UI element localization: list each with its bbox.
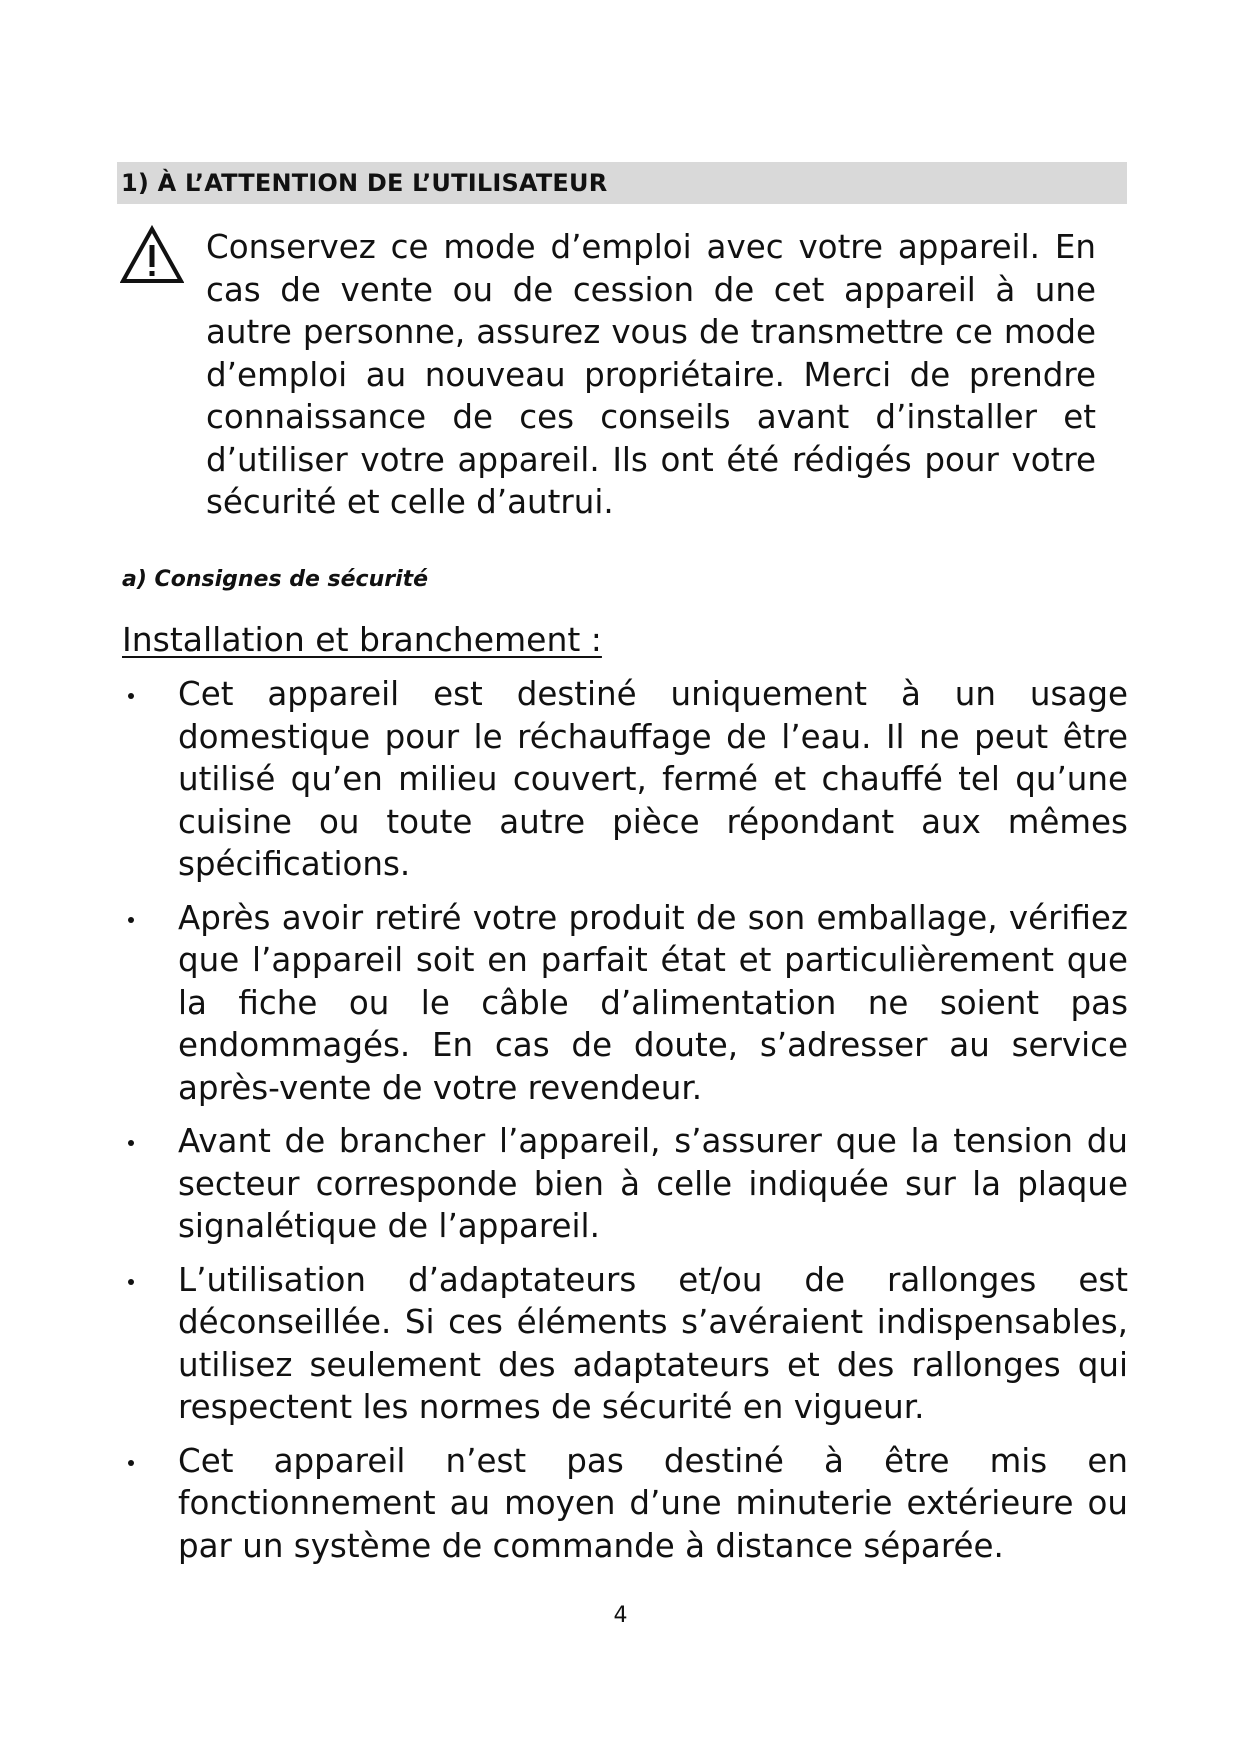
bullet-icon: [128, 1460, 134, 1466]
list-item: [122, 673, 1128, 886]
bullet-icon: [128, 1279, 134, 1285]
list-item: [122, 897, 1128, 1110]
intro-paragraph: Conservez ce mode d’emploi avec votre appareil. En cas de vente ou de cession de cet appareil à une autre personne, assurez vous de transmettre ce mode d’emploi au nouveau propriétaire. Merci de prendre connaissance de ces conseils avant d’installer et d’utiliser votre appareil. Ils ont été rédigés pour votre sécurité et celle d’autrui.: [206, 228, 1096, 521]
list-item-text: L’utilisation d’adaptateurs et/ou de rallonges est déconseillée. Si ces éléments s’avéraient indispensables, utilisez seulement des adaptateurs et des rallonges qui respectent les normes de sécurité en vigueur.: [178, 1260, 1128, 1426]
list-item-text: Cet appareil est destiné uniquement à un usage domestique pour le réchauffage de l’eau. Il ne peut être utilisé qu’en milieu couvert, fermé et chauffé tel qu’une cuisine ou toute autre pièce répondant aux mêmes spécifications.: [178, 675, 1128, 883]
list-item-text: Avant de brancher l’appareil, s’assurer que la tension du secteur corresponde bien à celle indiquée sur la plaque signalétique de l’appareil.: [178, 1122, 1128, 1245]
bullet-icon: [128, 693, 134, 699]
section-header: [117, 162, 1127, 204]
list-item: [122, 1440, 1128, 1568]
warning-triangle-icon: [120, 225, 184, 285]
section-title: 1) À L’ATTENTION DE L’UTILISATEUR: [121, 169, 608, 197]
bullet-icon: [128, 917, 134, 923]
list-item: [122, 1120, 1128, 1248]
list-item: [122, 1259, 1128, 1429]
installation-title: Installation et branchement :: [122, 620, 602, 659]
page-number: 4: [613, 1603, 628, 1628]
installation-list: [122, 673, 1128, 1578]
list-item-text: Cet appareil n’est pas destiné à être mis en fonctionnement au moyen d’une minuterie extérieure ou par un système de commande à distance séparée.: [178, 1441, 1128, 1565]
subsection-title: a) Consignes de sécurité: [122, 567, 429, 592]
list-item-text: Après avoir retiré votre produit de son emballage, vérifiez que l’appareil soit en parfait état et particulièrement que la fiche ou le câble d’alimentation ne soient pas endommagés. En cas de doute, s’adresser au service après-vente de votre revendeur.: [178, 898, 1128, 1107]
bullet-icon: [128, 1140, 134, 1146]
